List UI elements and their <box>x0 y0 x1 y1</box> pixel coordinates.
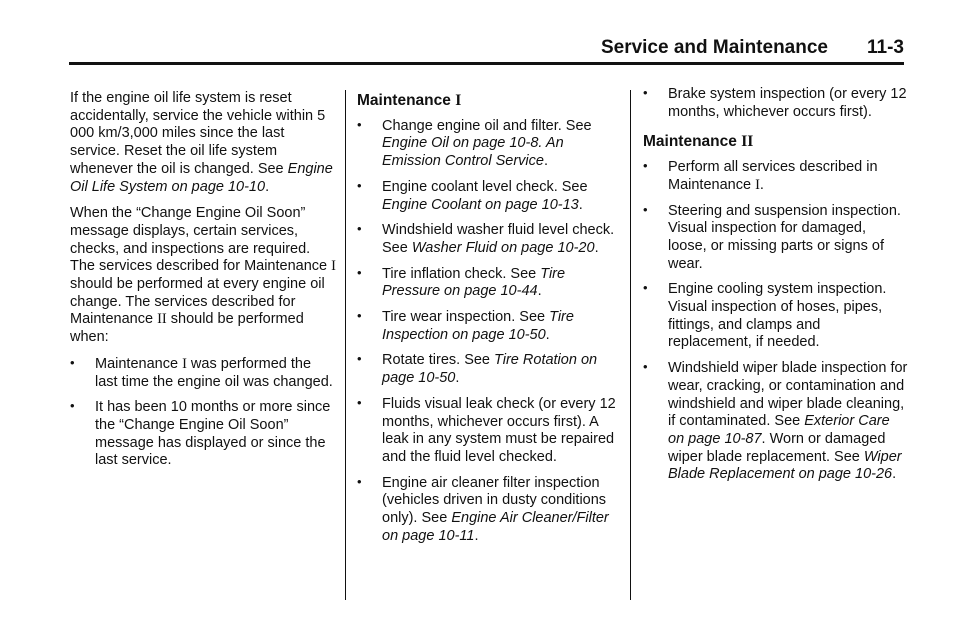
bullet-icon: • <box>643 280 648 296</box>
cross-reference: Tire Inspection on page 10-50 <box>382 309 574 343</box>
item-text: Engine coolant level check. See <box>382 178 588 195</box>
bullet-icon: • <box>643 158 648 174</box>
item-text: Tire wear inspection. See <box>382 309 550 326</box>
punctuation: . <box>474 527 479 544</box>
item-text: Windshield wiper blade inspection for wear, cracking, or contamination and windshield and wiper blade cleaning, if contaminated. See <box>668 360 908 430</box>
section-title: Service and Maintenance <box>600 37 828 58</box>
header-rule <box>69 62 904 65</box>
cross-reference: Engine Oil Life System on page 10-10 <box>70 160 333 195</box>
cross-reference: Exterior Care on page 10-87 <box>668 413 890 447</box>
paragraph-text: If the engine oil life system is reset accidentally, service the vehicle within 5 000 km/3,000 miles since the last service. Reset the oil life system whenever the oil is changed. See <box>70 90 326 177</box>
item-text: Perform all services described in Maintenance <box>668 159 878 193</box>
bullet-icon: • <box>643 201 648 217</box>
cross-reference: Wiper Blade Replacement on page 10-26 <box>668 448 902 483</box>
cross-reference: Washer Fluid on page 10-20 <box>411 239 595 256</box>
maintenance-i-list <box>357 118 622 546</box>
item-text: Fluids visual leak check (or every 12 months, whichever occurs first). A leak in any system must be repaired and the fluid level checked. <box>382 395 616 465</box>
punctuation: . <box>543 153 549 170</box>
item-text: Rotate tires. See <box>382 352 495 369</box>
column-3 <box>643 86 908 492</box>
list-item <box>357 179 622 214</box>
punctuation: . <box>265 178 270 195</box>
list-item <box>70 399 336 470</box>
punctuation: . <box>545 326 550 343</box>
item-text: . Worn or damaged wiper blade replacement. See <box>668 430 886 465</box>
roman-numeral: II <box>157 311 167 328</box>
item-text: Maintenance <box>95 355 183 372</box>
item-text: It has been 10 months or more since the “Change Engine Oil Soon” message has displayed or since the last service. <box>95 399 331 469</box>
bullet-icon: • <box>643 359 648 375</box>
list-item <box>357 309 622 344</box>
column-2 <box>357 90 622 553</box>
roman-numeral: I <box>331 258 336 275</box>
roman-numeral: I <box>182 355 187 372</box>
cross-reference: Engine Coolant on page 10-13 <box>382 196 579 213</box>
list-item <box>643 86 908 121</box>
item-text: Engine air cleaner filter inspection (vehicles driven in dusty conditions only). See <box>382 474 607 527</box>
cross-reference: Engine Oil on page 10-8. An Emission Control Service <box>382 135 564 170</box>
bullet-icon: • <box>357 177 362 193</box>
item-text: Brake system inspection (or every 12 months, whichever occurs first). <box>668 86 907 120</box>
bullet-icon: • <box>357 473 362 489</box>
item-text: Change engine oil and filter. See <box>382 117 592 134</box>
page-header <box>69 37 904 63</box>
bullet-icon: • <box>643 85 648 100</box>
cross-reference: Tire Pressure on page 10-44 <box>382 265 566 300</box>
list-item <box>357 396 622 467</box>
item-text: Windshield washer fluid level check. See <box>382 222 615 256</box>
list-item <box>357 118 622 171</box>
list-item <box>357 222 622 257</box>
list-item <box>357 475 622 546</box>
page-number: 11-3 <box>867 37 904 58</box>
cross-reference: Tire Rotation on page 10-50 <box>382 352 598 387</box>
roman-numeral: I <box>455 92 462 109</box>
item-text: was performed the last time the engine oil was changed. <box>95 355 333 390</box>
list-item <box>70 356 336 391</box>
paragraph-text: should be performed when: <box>70 311 304 346</box>
list-item <box>643 281 908 352</box>
punctuation: . <box>578 196 583 213</box>
heading-label: Maintenance <box>643 133 742 151</box>
bullet-icon: • <box>357 394 362 410</box>
maintenance-ii-heading <box>643 133 908 151</box>
bullet-icon: • <box>70 398 75 414</box>
paragraph-oil-life-reset <box>70 90 336 196</box>
item-text: Engine cooling system inspection. Visual inspection of hoses, pipes, fittings, and clamps and replacement, if needed. <box>668 281 887 351</box>
item-text: Tire inflation check. See <box>382 265 541 282</box>
item-text: Steering and suspension inspection. Visual inspection for damaged, loose, or missing parts or signs of wear. <box>668 202 901 272</box>
bullet-icon: • <box>70 354 75 370</box>
bullet-icon: • <box>357 308 362 324</box>
roman-numeral: I <box>755 176 760 193</box>
bullet-icon: • <box>357 351 362 367</box>
bullet-icon: • <box>357 116 362 132</box>
paragraph-text: should be performed at every engine oil change. The services described for Maintenance <box>70 276 325 328</box>
roman-numeral: II <box>741 133 754 151</box>
bullet-icon: • <box>357 264 362 280</box>
maintenance-i-list-continued <box>643 86 908 121</box>
punctuation: . <box>537 283 542 300</box>
punctuation: . <box>455 370 460 387</box>
list-item <box>643 360 908 484</box>
bullet-icon: • <box>357 221 362 237</box>
column-1 <box>70 90 336 478</box>
list-item <box>643 203 908 274</box>
punctuation: . <box>594 239 599 256</box>
paragraph-change-oil-soon <box>70 205 336 347</box>
condition-list <box>70 356 336 470</box>
cross-reference: Engine Air Cleaner/Filter on page 10-11 <box>382 510 609 544</box>
column-divider-1 <box>345 90 346 600</box>
punctuation: . <box>892 466 897 483</box>
paragraph-text: When the “Change Engine Oil Soon” message displays, certain services, checks, and inspections are required. The services described for Maintenance <box>70 205 332 275</box>
column-divider-2 <box>630 90 631 600</box>
list-item <box>643 159 908 194</box>
maintenance-i-heading <box>357 92 622 110</box>
list-item <box>357 352 622 387</box>
maintenance-ii-list <box>643 159 908 484</box>
punctuation: . <box>759 176 764 193</box>
list-item <box>357 266 622 301</box>
heading-label: Maintenance <box>357 92 456 109</box>
